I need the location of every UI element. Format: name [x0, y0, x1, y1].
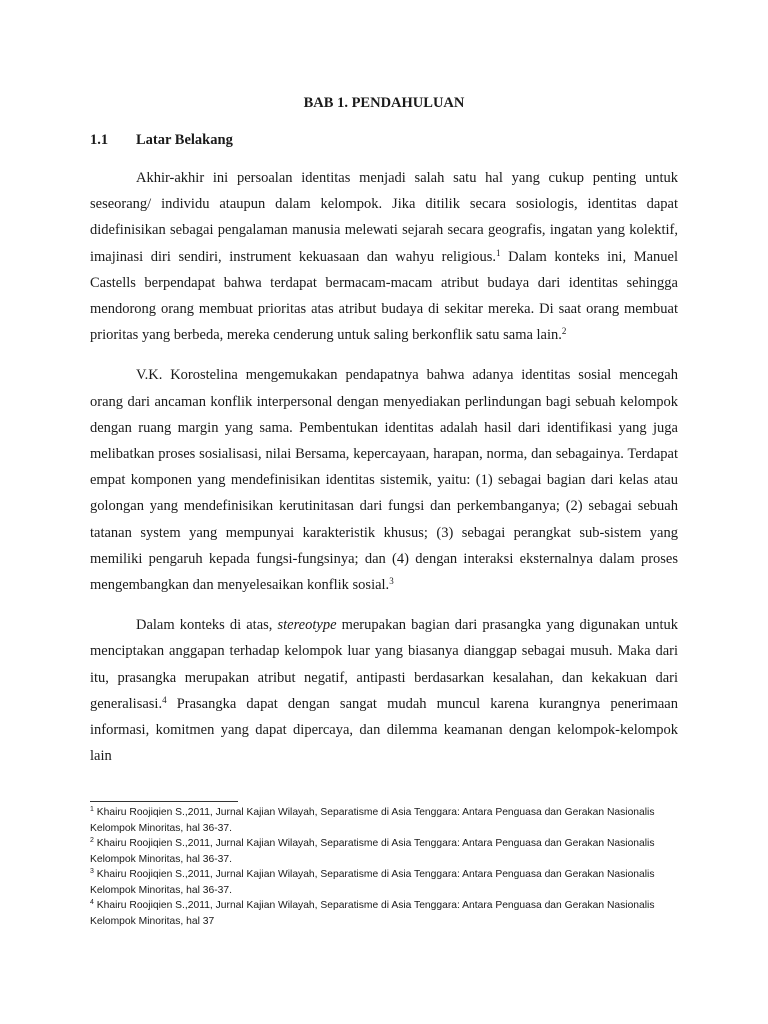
footnote-text: Khairu Roojiqien S.,2011, Jurnal Kajian Wilayah, Separatisme di Asia Tenggara: Antara Penguasa dan Gerakan Nasionalis Kelompok Minoritas, hal 36-37.	[90, 838, 655, 865]
section-heading	[90, 130, 678, 150]
paragraph-text: Dalam konteks di atas,	[136, 617, 278, 634]
footnote-number: 3	[90, 868, 94, 875]
chapter-title: BAB 1. PENDAHULUAN	[303, 95, 465, 111]
footnote-number: 4	[90, 899, 94, 906]
footnote-number: 2	[90, 837, 94, 844]
emphasized-term: stereotype	[277, 617, 337, 634]
paragraph-text: Dalam konteks ini, Manuel Castells berpendapat bahwa terdapat bermacam-macam atribut budaya dari identitas sehingga mendorong orang membuat prioritas atas atribut budaya di sekitar mereka. Di saat orang membuat prioritas yang berbeda, mereka cenderung untuk saling berkonflik satu sama lain.	[90, 248, 678, 344]
footnote-text: Khairu Roojiqien S.,2011, Jurnal Kajian Wilayah, Separatisme di Asia Tenggara: Antara Penguasa dan Gerakan Nasionalis Kelompok Minoritas, hal 37	[90, 900, 655, 927]
footnote-reference: 4	[162, 694, 167, 705]
section-title: Latar Belakang	[136, 132, 233, 148]
footnote	[90, 836, 678, 867]
footnote	[90, 898, 678, 929]
paragraph-text: Prasangka dapat dengan sangat mudah muncul karena kurangnya penerimaan informasi, komitmen yang dapat dipercaya, dan dilemma keamanan dengan kelompok-kelompok lain	[90, 695, 678, 765]
footnote-reference: 3	[389, 576, 394, 587]
section-number: 1.1	[90, 132, 109, 148]
paragraph	[90, 165, 678, 348]
footnotes	[90, 805, 678, 929]
footnote-number: 1	[90, 806, 94, 813]
footnote-reference: 2	[561, 326, 567, 337]
body-text	[90, 165, 678, 783]
paragraph	[90, 362, 678, 598]
footnote-reference: 1	[496, 247, 501, 258]
footnote-text: Khairu Roojiqien S.,2011, Jurnal Kajian Wilayah, Separatisme di Asia Tenggara: Antara Penguasa dan Gerakan Nasionalis Kelompok Minoritas, hal 36-37.	[90, 869, 655, 896]
footnote-separator	[90, 801, 238, 802]
paragraph-text: V.K. Korostelina mengemukakan pendapatnya bahwa adanya identitas sosial mencegah orang dari ancaman konflik interpersonal dengan menyediakan perlindungan bagi sebuah kelompok dengan ruang margin yang sama. Pembentukan identitas adalah hasil dari identifikasi yang juga melibatkan proses sosialisasi, nilai Bersama, kepercayaan, harapan, norma, dan sebagainya. Terdapat empat komponen yang mendefinisikan identitas sistemik, yaitu: (1) sebagai bagian dari kelas atau golongan yang mendefinisikan kerutinitasan dari fungsi dan perkembanganya; (2) sebagai sebuah tatanan system yang mempunyai karakteristik khusus; (3) sebagai perangkat sub-sistem yang memiliki pengaruh kepada fungsi-fungsinya; dan (4) dengan interaksi eksternalnya dalam proses mengembangkan dan menyelesaikan konflik sosial.	[90, 367, 678, 594]
footnote	[90, 805, 678, 836]
paragraph-text: merupakan bagian dari prasangka yang digunakan untuk menciptakan anggapan terhadap kelompok luar yang biasanya dianggap sebagai musuh. Maka dari itu, prasangka merupakan atribut negatif, antipasti berdasarkan kesalahan, dan kekakuan dari generalisasi.	[90, 617, 678, 712]
footnote	[90, 867, 678, 898]
paragraph	[90, 612, 678, 769]
footnote-text: Khairu Roojiqien S.,2011, Jurnal Kajian Wilayah, Separatisme di Asia Tenggara: Antara Penguasa dan Gerakan Nasionalis Kelompok Minoritas, hal 36-37.	[90, 807, 655, 834]
paragraph-text: Akhir-akhir ini persoalan identitas menjadi salah satu hal yang cukup penting untuk seseorang/ individu ataupun dalam kelompok. Jika ditilik secara sosiologis, identitas dapat didefinisikan sebagai pengalaman manusia melewati sejarah secara geografis, ingatan yang kolektif, imajinasi diri sendiri, instrument kekuasaan dan wahyu religious.	[90, 170, 678, 265]
